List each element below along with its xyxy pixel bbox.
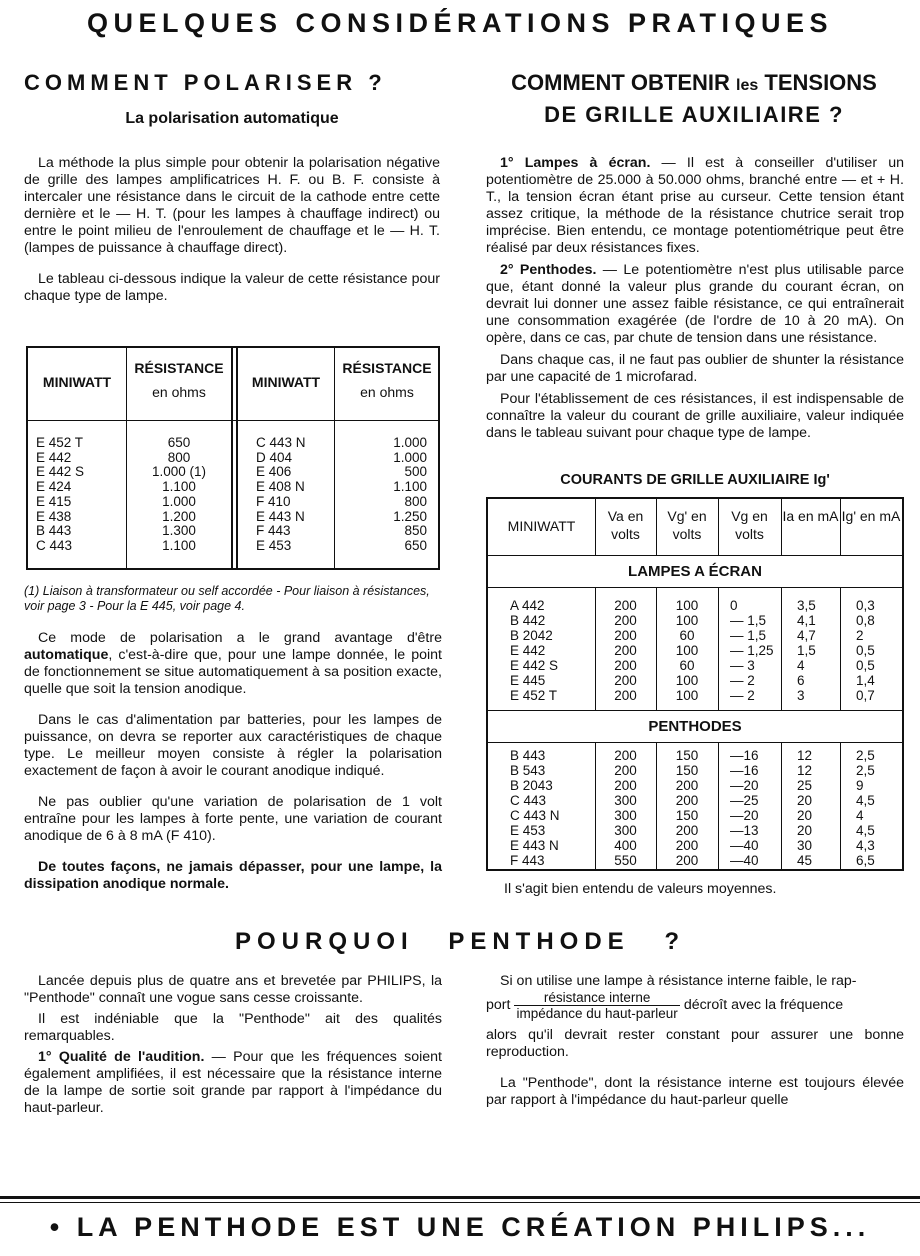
grille-cell: 0,3 xyxy=(856,598,875,613)
grille-cell: —25 xyxy=(730,793,759,808)
resistance-lamp-type: C 443 N xyxy=(256,435,306,450)
resistance-lamp-type: F 410 xyxy=(256,493,291,509)
footer-rule-thin xyxy=(0,1202,920,1203)
right-paragraph-1-text: — Il est à conseiller d'utiliser un potentiomètre de 25.000 à 50.000 ohms, branché entre — et + H. T., la tension écran étant prise au curseur. Cette tension étant assez critique, la méthode de la résistance chutrice serait trop imprécise. Bien entendu, ce montage potentiométrique peut être réalisé par deux résistances fixes. xyxy=(486,155,904,256)
grille-cell: 200 xyxy=(614,613,637,628)
right-heading-1b: les xyxy=(736,77,759,94)
penthode-left-paragraph-3-text: — Pour que les fréquences soient également amplifiées, il est nécessaire que la résistance interne de la lampe de sortie soit grande par rapport à l'impédance du haut-parleur. xyxy=(24,1049,442,1116)
grille-cell: E 442 xyxy=(510,643,546,658)
left-paragraph-2: Le tableau ci-dessous indique la valeur de cette résistance pour chaque type de lampe. xyxy=(24,271,440,304)
resistance-value: 1.300 xyxy=(162,523,196,539)
grille-cell: —20 xyxy=(730,778,759,793)
grille-cell: 60 xyxy=(679,658,695,673)
resistance-table xyxy=(26,346,440,570)
grille-cell: 2,5 xyxy=(856,748,875,763)
resistance-lamp-type: E 424 xyxy=(36,479,72,495)
resistance-header-ohms-1: en ohms xyxy=(152,384,206,400)
grille-cell: 30 xyxy=(797,838,813,853)
grille-cell: F 443 xyxy=(510,853,545,868)
penthode-right-paragraph-2: alors qu'il devrait rester constant pour assurer une bonne reproduction. xyxy=(486,1027,904,1060)
grille-cell: 100 xyxy=(675,688,699,703)
grille-cell: 20 xyxy=(797,793,813,808)
grille-cell: A 442 xyxy=(510,598,545,613)
penthode-left-paragraph-1: Lancée depuis plus de quatre ans et brevetée par PHILIPS, la "Penthode" connaît une vogue sans cesse croissante. xyxy=(24,973,442,1006)
grille-cell: 3 xyxy=(797,688,805,703)
grille-cell: 200 xyxy=(614,658,637,673)
grille-cell: 4,7 xyxy=(797,628,816,643)
grille-cell: 0,5 xyxy=(856,643,875,658)
grille-cell: 200 xyxy=(675,793,699,808)
resistance-value: 1.100 xyxy=(162,479,196,495)
grille-cell: —20 xyxy=(730,808,759,823)
left-paragraph-3c: , c'est-à-dire que, pour une lampe donnée, le point de fonctionnement se situe automatiquement à sa position exacte, quelle que soit la tension anodique. xyxy=(24,647,442,697)
table-rule xyxy=(488,555,902,556)
grille-cell: 300 xyxy=(614,808,637,823)
right-paragraph-1-bold: 1° Lampes à écran. xyxy=(500,155,651,171)
grille-header-cell: Va en volts xyxy=(607,508,644,542)
grille-cell: B 543 xyxy=(510,763,546,778)
resistance-header-resistance-2: RÉSISTANCE xyxy=(342,360,432,376)
resistance-value: 1.000 (1) xyxy=(151,464,207,480)
right-heading-line-1 xyxy=(484,70,904,96)
left-paragraph-3 xyxy=(24,630,442,698)
left-subheading: La polarisation automatique xyxy=(125,110,339,127)
grille-cell: 0,5 xyxy=(856,658,875,673)
left-paragraph-5: Ne pas oublier qu'une variation de polarisation de 1 volt entraîne pour les lampes à forte pente, une variation de courant anodique de 6 à 8 mA (F 410). xyxy=(24,794,442,844)
grille-cell: 4,1 xyxy=(797,613,816,628)
grille-cell: E 442 S xyxy=(510,658,559,673)
right-paragraph-2 xyxy=(486,262,904,347)
grille-cell: — 3 xyxy=(730,658,755,673)
penthode-right-paragraph-3: La "Penthode", dont la résistance interne est toujours élevée par rapport à l'impédance du haut-parleur quelle xyxy=(486,1075,904,1108)
right-heading-block xyxy=(484,70,904,128)
grille-cell: B 443 xyxy=(510,748,546,763)
grille-cell: 1,5 xyxy=(797,643,816,658)
resistance-value: 1.100 xyxy=(162,537,196,553)
grille-cell: C 443 xyxy=(510,793,547,808)
grille-cell: B 2043 xyxy=(510,778,553,793)
resistance-header-miniwatt-2: MINIWATT xyxy=(251,374,321,390)
resistance-lamp-type: D 404 xyxy=(256,449,293,465)
resistance-value: 650 xyxy=(404,537,427,553)
grille-cell: 6,5 xyxy=(856,853,875,868)
grille-header-cell: Ia en mA xyxy=(782,508,839,524)
penthode-right-text xyxy=(486,973,904,1123)
resistance-lamp-type: E 452 T xyxy=(36,435,84,450)
right-paragraph-2-bold: 2° Penthodes. xyxy=(500,262,597,278)
grille-cell: 20 xyxy=(797,823,813,838)
grille-cell: 200 xyxy=(614,628,637,643)
right-heading-line-2: DE GRILLE AUXILIAIRE ? xyxy=(544,102,844,127)
grille-cell: 100 xyxy=(675,673,699,688)
grille-cell: —16 xyxy=(730,763,759,778)
resistance-lamp-type: E 406 xyxy=(256,464,292,480)
grille-cell: 25 xyxy=(797,778,813,793)
grille-cell: —40 xyxy=(730,838,759,853)
resistance-value: 1.250 xyxy=(393,508,427,524)
resistance-right-types xyxy=(256,436,334,554)
resistance-header-resistance-1: RÉSISTANCE xyxy=(134,360,224,376)
grille-cell: — 1,5 xyxy=(730,628,767,643)
grille-section-penthodes: PENTHODES xyxy=(648,718,742,735)
resistance-value: 1.000 xyxy=(162,493,196,509)
grille-cell: B 2042 xyxy=(510,628,553,643)
resistance-header-miniwatt-1: MINIWATT xyxy=(42,374,112,390)
grille-cell: 550 xyxy=(614,853,637,868)
resistance-value: 800 xyxy=(167,449,191,465)
grille-table-title: COURANTS DE GRILLE AUXILIAIRE Ig' xyxy=(560,472,830,488)
resistance-lamp-type: E 408 N xyxy=(256,479,305,495)
grille-cell: 200 xyxy=(614,673,637,688)
grille-cell: —13 xyxy=(730,823,759,838)
grille-cell: 1,4 xyxy=(856,673,875,688)
grille-header-cell: MINIWATT xyxy=(507,518,576,534)
resistance-value: 800 xyxy=(404,493,427,509)
right-paragraph-1 xyxy=(486,155,904,257)
grille-cell: B 442 xyxy=(510,613,546,628)
left-paragraph-4: Dans le cas d'alimentation par batteries, pour les lampes de puissance, on devra se reporter aux caractéristiques de chaque type. Le meilleur moyen consiste à régler la polarisation exactement de façon à avoir le courant anodique indiqué. xyxy=(24,712,442,779)
penthode-right-line-1: Si on utilise une lampe à résistance interne faible, le rap- xyxy=(500,973,857,989)
grille-header-cell: Ig' en mA xyxy=(841,508,901,524)
grille-cell: 200 xyxy=(614,598,637,613)
resistance-lamp-type: E 453 xyxy=(256,537,292,553)
fraction-numerator: résistance interne xyxy=(514,990,679,1006)
footer-slogan: • LA PENTHODE EST UNE CRÉATION PHILIPS... xyxy=(49,1212,871,1242)
grille-cell: 0,8 xyxy=(856,613,875,628)
grille-cell: 60 xyxy=(679,628,695,643)
grille-cell: —16 xyxy=(730,748,759,763)
penthode-left-paragraph-3 xyxy=(24,1049,442,1117)
grille-cell: — 2 xyxy=(730,673,755,688)
grille-cell: 4 xyxy=(856,808,864,823)
fraction-denominator: impédance du haut-parleur xyxy=(516,1006,678,1021)
penthode-fraction-after: décroît avec la fréquence xyxy=(683,997,844,1013)
penthode-heading: POURQUOI PENTHODE ? xyxy=(234,928,686,955)
grille-cell: — 1,5 xyxy=(730,613,767,628)
grille-cell: 3,5 xyxy=(797,598,816,613)
grille-cell: 150 xyxy=(675,763,699,778)
resistance-lamp-type: F 443 xyxy=(256,523,291,539)
grille-cell: — 2 xyxy=(730,688,755,703)
grille-table xyxy=(486,497,904,871)
resistance-value: 1.200 xyxy=(162,508,196,524)
grille-cell: 150 xyxy=(675,748,699,763)
grille-section-lampes-ecran: LAMPES A ÉCRAN xyxy=(628,563,762,580)
resistance-lamp-type: E 415 xyxy=(36,493,72,509)
grille-cell: 100 xyxy=(675,598,699,613)
table-rule xyxy=(488,710,902,711)
grille-cell: 150 xyxy=(675,808,699,823)
grille-cell: 2,5 xyxy=(856,763,875,778)
left-paragraph-3a: Ce mode de polarisation a le grand avantage d'être xyxy=(38,630,442,646)
penthode-heading-block xyxy=(0,928,920,956)
grille-cell: 400 xyxy=(614,838,637,853)
grille-cell: C 443 N xyxy=(510,808,560,823)
resistance-footnote: (1) Liaison à transformateur ou self accordée - Pour liaison à résistances, voir page 3 - Pour la E 445, voir page 4. xyxy=(24,584,430,613)
resistance-right-values xyxy=(335,436,433,554)
resistance-value: 500 xyxy=(404,464,427,480)
right-heading-1a: COMMENT OBTENIR xyxy=(511,70,737,95)
resistance-header-ohms-2: en ohms xyxy=(360,384,414,400)
left-subheading-block xyxy=(24,110,440,128)
resistance-value: 1.000 xyxy=(393,449,427,465)
resistance-value: 1.100 xyxy=(393,479,427,495)
resistance-value: 1.000 xyxy=(393,435,427,450)
right-paragraph-4: Pour l'établissement de ces résistances, il est indispensable de connaître la valeur du courant de grille auxiliaire, valeur indiquée dans le tableau suivant pour chaque type de lampe. xyxy=(486,391,904,441)
penthode-fraction-line xyxy=(486,990,904,1021)
left-paragraph-1: La méthode la plus simple pour obtenir la polarisation négative de grille des lampes amplificatrices H. F. ou B. F. consiste à intercaler une résistance dans le circuit de la cathode entre cette dernière et le — H. T. (pour les lampes à chauffage indirect) ou entre le point milieu de l'enroulement de chauffage et le — H. T. (lampes de puissance à chauffage direct). xyxy=(24,155,440,256)
grille-cell: E 443 N xyxy=(510,838,559,853)
resistance-lamp-type: E 442 S xyxy=(36,464,85,480)
grille-cell: 200 xyxy=(614,778,637,793)
right-paragraph-3: Dans chaque cas, il ne faut pas oublier de shunter la résistance par une capacité de 1 microfarad. xyxy=(486,352,904,385)
grille-cell: 9 xyxy=(856,778,864,793)
grille-cell: 0,7 xyxy=(856,688,875,703)
grille-cell: 300 xyxy=(614,823,637,838)
grille-cell: 2 xyxy=(856,628,864,643)
resistance-left-values xyxy=(127,436,231,554)
grille-cell: —40 xyxy=(730,853,759,868)
grille-cell: E 453 xyxy=(510,823,546,838)
grille-cell: 20 xyxy=(797,808,813,823)
grille-cell: E 445 xyxy=(510,673,546,688)
resistance-lamp-type: E 442 xyxy=(36,449,72,465)
grille-cell: 4,3 xyxy=(856,838,875,853)
left-heading: COMMENT POLARISER ? xyxy=(24,70,387,95)
grille-cell: 45 xyxy=(797,853,813,868)
left-paragraph-6: De toutes façons, ne jamais dépasser, pour une lampe, la dissipation anodique normale. xyxy=(24,859,442,892)
grille-cell: 200 xyxy=(675,823,699,838)
left-text-top xyxy=(24,155,440,319)
grille-cell: 4,5 xyxy=(856,793,875,808)
grille-cell: 200 xyxy=(675,778,699,793)
grille-cell: 12 xyxy=(797,748,813,763)
penthode-fraction xyxy=(514,990,679,1021)
right-text xyxy=(486,155,904,447)
penthode-port: port xyxy=(486,997,511,1013)
grille-cell: 12 xyxy=(797,763,813,778)
resistance-lamp-type: B 443 xyxy=(36,523,72,539)
grille-cell: 300 xyxy=(614,793,637,808)
grille-cell: — 1,25 xyxy=(730,643,774,658)
penthode-left-text xyxy=(24,973,442,1131)
grille-cell: 100 xyxy=(675,613,699,628)
page-title: QUELQUES CONSIDÉRATIONS PRATIQUES xyxy=(86,8,834,38)
resistance-left-types xyxy=(36,436,126,554)
left-heading-block xyxy=(24,70,444,96)
grille-cell: 100 xyxy=(675,643,699,658)
resistance-value: 850 xyxy=(404,523,427,539)
grille-cell: 200 xyxy=(614,688,637,703)
left-paragraph-3b: automatique xyxy=(24,647,109,663)
grille-header-cell: Vg en volts xyxy=(731,508,768,542)
penthode-left-paragraph-2: Il est indéniable que la "Penthode" ait des qualités remarquables. xyxy=(24,1011,442,1044)
grille-cell: 200 xyxy=(675,838,699,853)
right-heading-1c: TENSIONS xyxy=(758,70,877,95)
left-text-bottom xyxy=(24,630,442,907)
grille-cell: E 452 T xyxy=(510,688,558,703)
right-paragraph-2-text: — Le potentiomètre n'est plus utilisable parce que, étant donné la valeur plus grande du courant écran, on devrait lui donner une assez faible résistance, ce qui entraînerait une consommation exagérée (de l'ordre de 10 à 20 mA). On opère, dans ce cas, par chute de tension dans une résistance. xyxy=(486,262,904,346)
grille-cell: 0 xyxy=(730,598,738,613)
footer-rule-thick xyxy=(0,1196,920,1199)
resistance-value: 650 xyxy=(167,435,191,450)
grille-cell: 200 xyxy=(614,643,637,658)
grille-cell: 200 xyxy=(614,763,637,778)
resistance-lamp-type: E 443 N xyxy=(256,508,305,524)
penthode-left-paragraph-3-bold: 1° Qualité de l'audition. xyxy=(38,1049,205,1065)
grille-cell: 4,5 xyxy=(856,823,875,838)
grille-cell: 4 xyxy=(797,658,805,673)
grille-cell: 6 xyxy=(797,673,805,688)
resistance-lamp-type: E 438 xyxy=(36,508,72,524)
grille-cell: 200 xyxy=(614,748,637,763)
grille-header-cell: Vg' en volts xyxy=(667,508,707,542)
grille-cell: 200 xyxy=(675,853,699,868)
resistance-lamp-type: C 443 xyxy=(36,537,73,553)
grille-footer-note: Il s'agit bien entendu de valeurs moyennes. xyxy=(504,881,777,897)
